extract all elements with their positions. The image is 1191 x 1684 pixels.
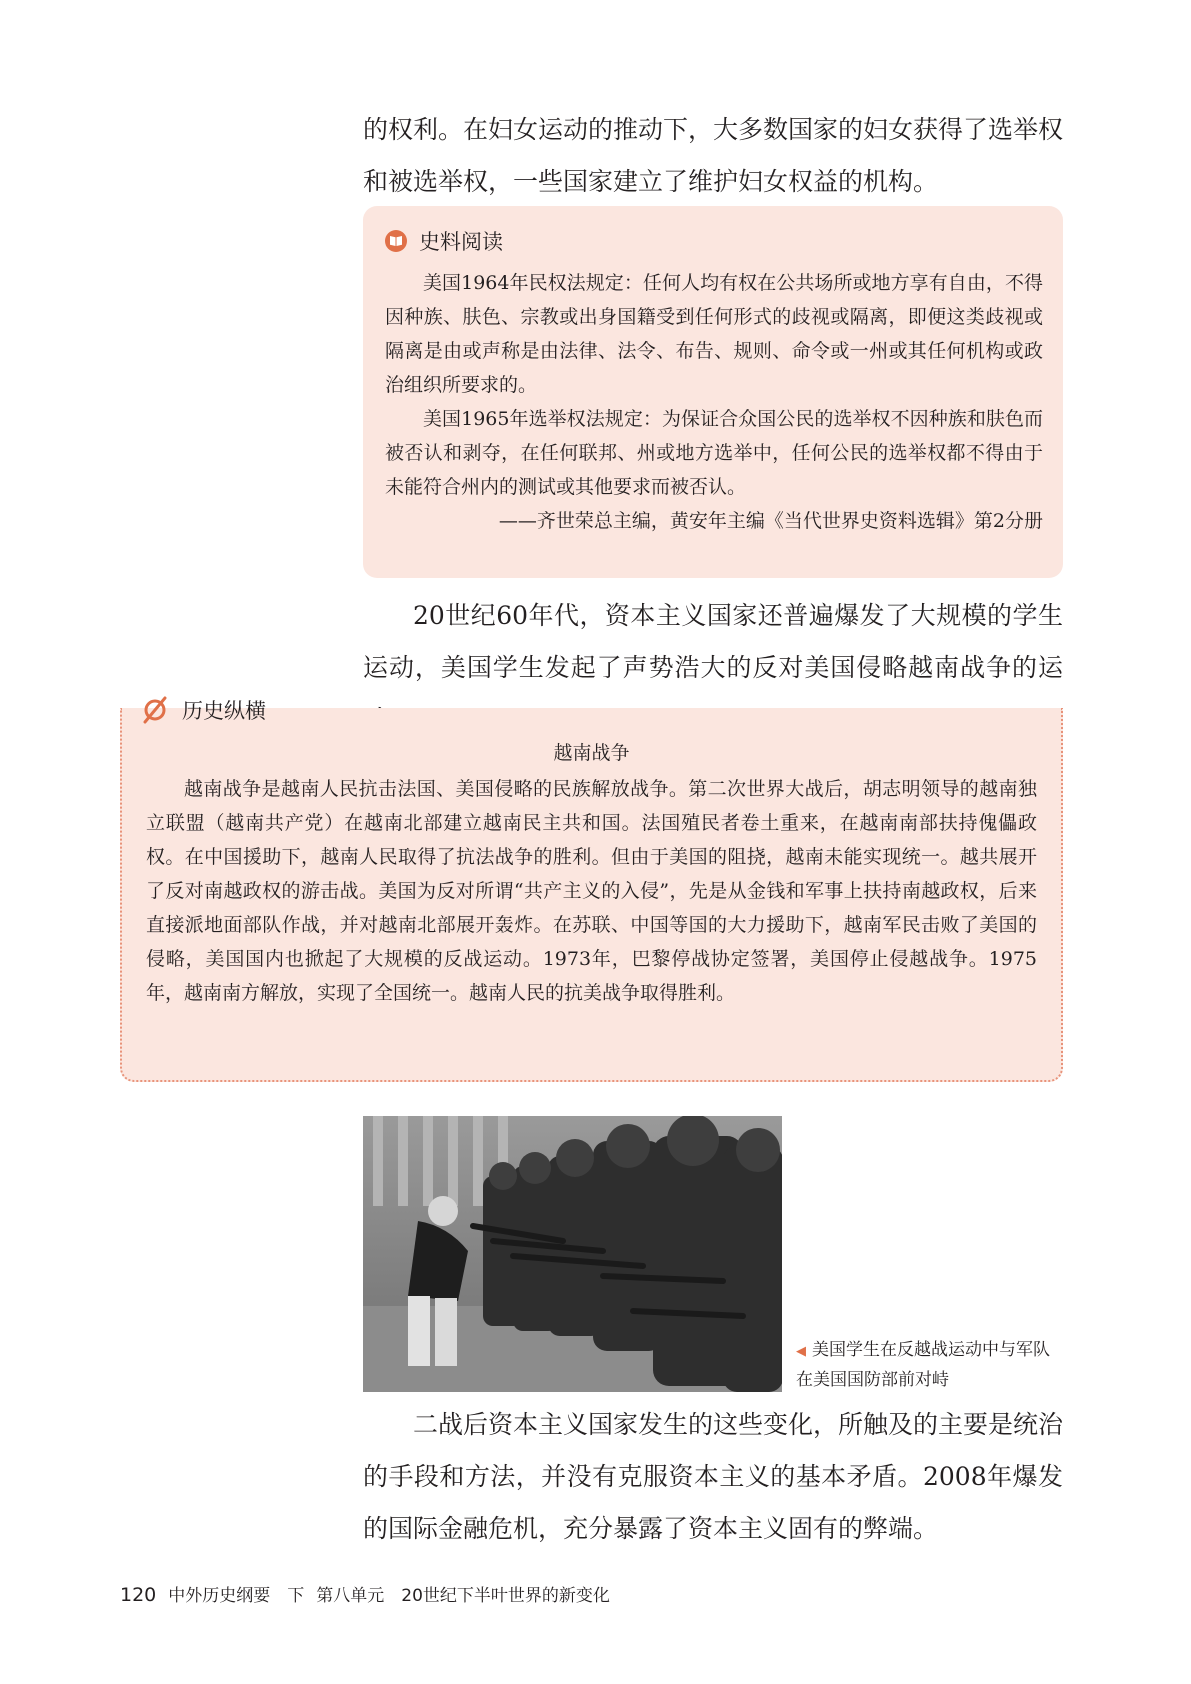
book-icon <box>385 230 407 252</box>
student-movement-paragraph: 20世纪60年代，资本主义国家还普遍爆发了大规模的学生运动，美国学生发起了声势浩大的反对美国侵略越南战争的运 <box>363 601 1063 682</box>
book-title: 中外历史纲要 下 <box>168 1586 305 1606</box>
source-paragraph-1964: 美国1964年民权法规定：任何人均有权在公共场所或地方享有自由，不得因种族、肤色、宗教或出身国籍受到任何形式的歧视或隔离，即便这类歧视或隔离是由或声称是由法律、法令、布告、规则、命令或一州或其任何机构或政治组织所要求的。 <box>385 272 1043 396</box>
protest-photo <box>363 1116 782 1392</box>
sources-title: 史料阅读 <box>419 230 503 254</box>
panorama-header <box>140 695 266 725</box>
source-paragraph-1965: 美国1965年选举权法规定：为保证合众国公民的选举权不因种族和肤色而被否认和剥夺，在任何联邦、州或地方选举中，任何公民的选举权都不得由于未能符合州内的测试或其他要求而被否认。 <box>385 408 1043 498</box>
unit-title: 第八单元 20世纪下半叶世界的新变化 <box>316 1586 610 1606</box>
panorama-subtitle: 越南战争 <box>553 742 630 764</box>
triangle-left-icon: ◀ <box>796 1344 806 1359</box>
photo-caption-text: 美国学生在反越战运动中与军队在美国国防部前对峙 <box>796 1340 1050 1390</box>
history-panorama-box <box>120 708 1063 1082</box>
source-citation: ——齐世荣总主编，黄安年主编《当代世界史资料选辑》第2分册 <box>498 510 1043 532</box>
conclusion-paragraph: 二战后资本主义国家发生的这些变化，所触及的主要是统治的手段和方法，并没有克服资本主义的基本矛盾。2008年爆发的国际金融危机，充分暴露了资本主义固有的弊端。 <box>363 1410 1064 1543</box>
intro-paragraph: 的权利。在妇女运动的推动下，大多数国家的妇女获得了选举权和被选举权，一些国家建立了维护妇女权益的机构。 <box>363 115 1064 196</box>
sources-reading-box <box>363 206 1063 578</box>
page-number: 120 <box>120 1584 157 1606</box>
sources-header <box>385 226 1043 256</box>
panorama-title: 历史纵横 <box>182 699 266 723</box>
page-footer <box>120 1581 610 1606</box>
panorama-body: 越南战争是越南人民抗击法国、美国侵略的民族解放战争。第二次世界大战后，胡志明领导的越南独立联盟（越南共产党）在越南北部建立越南民主共和国。法国殖民者卷土重来，在越南南部扶持傀儡政权。在中国援助下，越南人民取得了抗法战争的胜利。但由于美国的阻挠，越南未能实现统一。越共展开了反对南越政权的游击战。美国为反对所谓“共产主义的入侵”，先是从金钱和军事上扶持南越政权，后来直接派地面部队作战，并对越南北部展开轰炸。在苏联、中国等国的大力援助下，越南军民击败了美国的侵略，美国国内也掀起了大规模的反战运动。1973年，巴黎停战协定签署，美国停止侵越战争。1975年，越南南方解放，实现了全国统一。越南人民的抗美战争取得胜利。 <box>146 778 1037 1004</box>
panorama-icon <box>140 695 170 725</box>
photo-caption <box>796 1336 1066 1394</box>
